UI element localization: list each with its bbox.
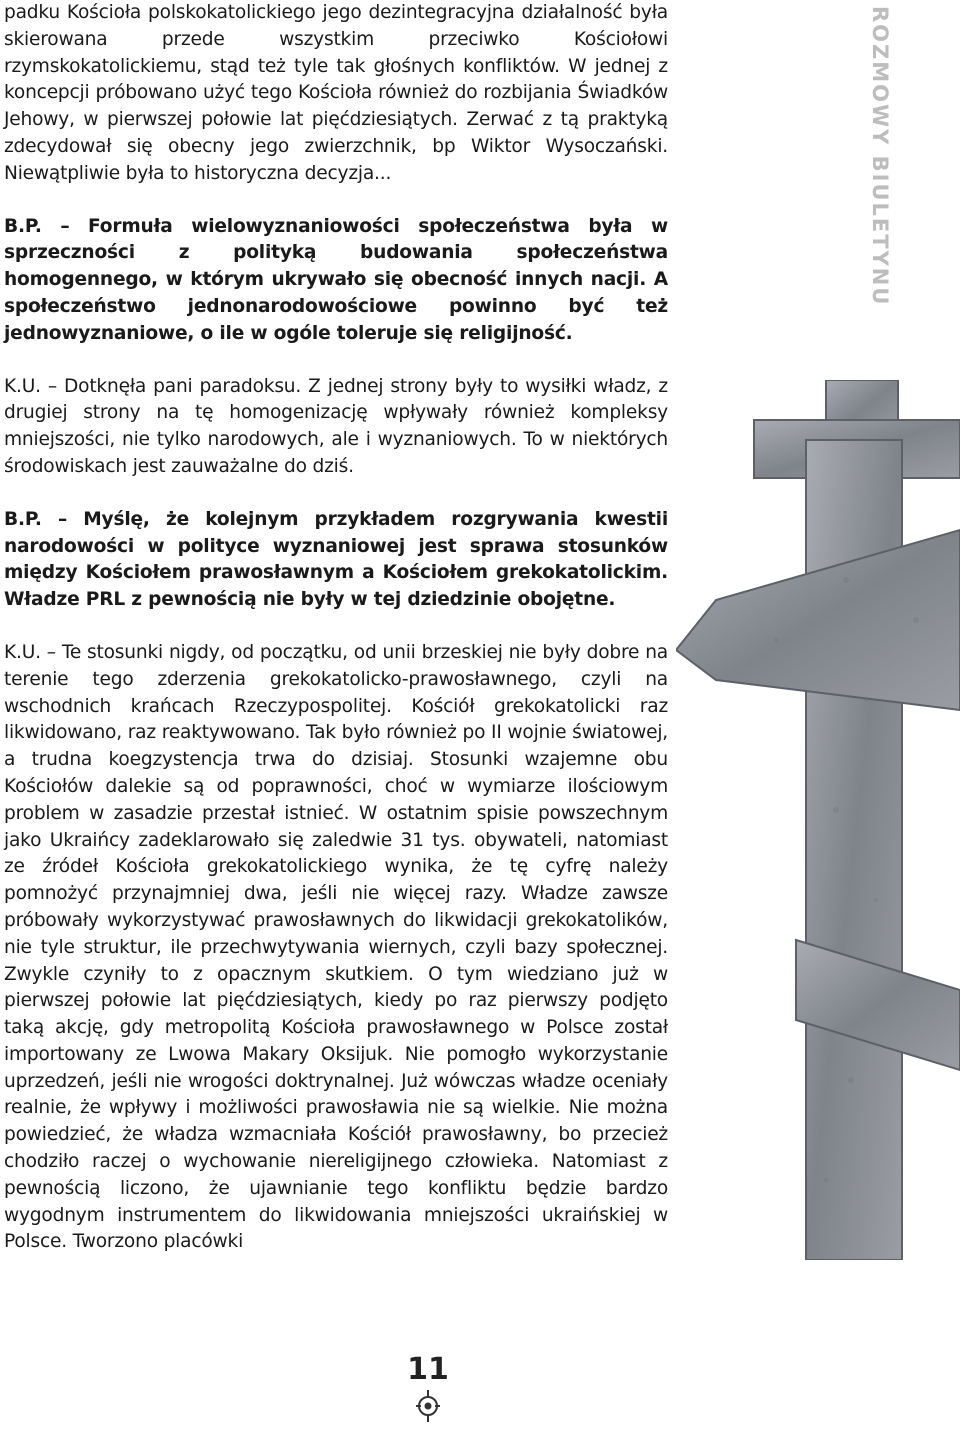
orthodox-cross-icon: [676, 380, 960, 1260]
paragraph-1: [4, 0, 668, 188]
question-2-speaker: B.P.: [4, 508, 42, 530]
answer-2: [4, 640, 668, 1256]
question-2: [4, 507, 668, 614]
answer-1-speaker: K.U.: [4, 375, 41, 397]
answer-1: [4, 374, 668, 481]
side-section-label: ROZMOWY BIULETYNU: [868, 6, 892, 307]
article-column: [4, 0, 668, 1256]
answer-1-text: – Dotknęła pani paradoksu. Z jednej strony były to wysiłki władz, z drugiej strony na tę homogenizację wpływały również kompleksy mniejszości, nie tylko narodowych, ale i wyznaniowych. To w niektórych środowiskach jest zauważalne do dziś.: [4, 375, 668, 477]
page-ornament-icon: [414, 1386, 442, 1426]
answer-2-text: – Te stosunki nigdy, od początku, od unii brzeskiej nie były dobre na terenie tego zderzenia grekokatolicko-prawosławnego, czyli na wschodnich krańcach Rzeczypospolitej. Kościół grekokatolicki raz likwidowano, raz reaktywowano. Tak było również po II wojnie światowej, a trudna koegzystencja trwa do dzisiaj. Stosunki wzajemne obu Kościołów dalekie są od poprawności, choć w wymiarze ilościowym problem w zasadzie przestał istnieć. W ostatnim spisie powszechnym jako Ukraińcy zadeklarowało się zaledwie 31 tys. obywateli, natomiast ze źródeł Kościoła grekokatolickiego wynika, że tę cyfrę należy pomnożyć przynajmniej dwa, jeśli nie więcej razy. Władze zawsze próbowały wykorzystywać prawosławnych do likwidacji grekokatolików, nie tyle struktur, ile przechwytywania wiernych, czyli bazy społecznej. Zwykle czyniły to z opacznym skutkiem. O tym wiedziano już w pierwszej połowie lat pięćdziesiątych, kiedy po raz pierwszy podjęto taką akcję, gdy metropolitą Kościoła prawosławnego w Polsce został importowany ze Lwowa Makary Oksijuk. Nie pomogło wykorzystanie uprzedzeń, jeśli nie wrogości doktrynalnej. Już wówczas władze oceniały realnie, że wpływy i możliwości prawosławia nie są wielkie. Nie można powiedzieć, że władza wzmacniała Kościół prawosławny, bo przecież chodziło raczej o wychowanie niereligijnego człowieka. Natomiast z pewnością liczono, że ujawnianie tego konfliktu będzie bardzo wygodnym instrumentem do likwidowania mniejszości ukraińskiej w Polsce. Tworzono placówki: [4, 641, 668, 1253]
answer-2-speaker: K.U.: [4, 641, 41, 663]
paragraph-1-text: padku Kościoła polskokatolickiego jego dezintegracyjna działalność była skierowana przede wszystkim przeciwko Kościołowi rzymskokatolickiemu, stąd też tyle tak głośnych konfliktów. W jednej z koncepcji próbowano użyć tego Kościoła również do rozbijania Świadków Jehowy, w pierwszej połowie lat pięćdziesiątych. Zerwać z tą praktyką zdecydował się obecny jego zwierzchnik, bp Wiktor Wysoczański. Niewątpliwie była to historyczna decyzja...: [4, 2, 668, 184]
question-1-text: – Formuła wielowyznaniowości społeczeństwa była w sprzeczności z polityką budowania społeczeństwa homogennego, w którym ukrywało się obecność innych nacji. A społeczeństwo jednonarodowościowe powinno być też jednowyznaniowe, o ile w ogóle toleruje się religijność.: [4, 215, 668, 344]
question-2-text: – Myślę, że kolejnym przykładem rozgrywania kwestii narodowości w polityce wyznaniowej jest sprawa stosunków między Kościołem prawosławnym a Kościołem grekokatolickim. Władze PRL z pewnością nie były w tej dziedzinie obojętne.: [4, 508, 668, 611]
cross-body: [676, 380, 960, 1260]
page-number: 11: [407, 1352, 449, 1387]
question-1-speaker: B.P.: [4, 215, 42, 237]
question-1: [4, 214, 668, 348]
